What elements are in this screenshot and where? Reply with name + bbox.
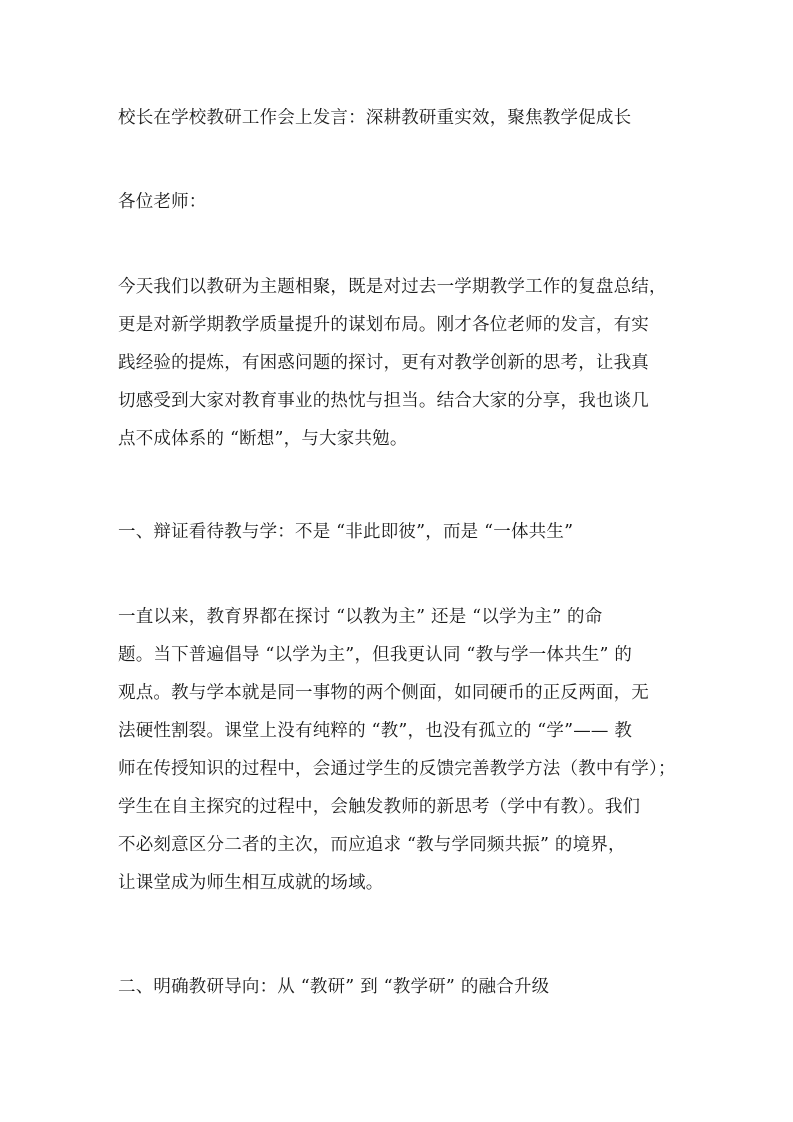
paragraph-line: 学生在自主探究的过程中，会触发教师的新思考（学中有教）。我们 <box>118 797 641 817</box>
paragraph-line: 让课堂成为师生相互成就的场域。 <box>118 873 384 893</box>
paragraph-line: 一直以来，教育界都在探讨 “以教为主” 还是 “以学为主” 的命 <box>118 607 603 627</box>
paragraph-line: 不必刻意区分二者的主次，而应追求 “教与学同频共振” 的境界， <box>118 835 626 855</box>
paragraph-line: 今天我们以教研为主题相聚，既是对过去一学期教学工作的复盘总结， <box>118 277 667 297</box>
section-heading-1: 一、辩证看待教与学：不是 “非此即彼”，而是 “一体共生” <box>118 522 574 542</box>
paragraph-line: 更是对新学期教学质量提升的谋划布局。刚才各位老师的发言，有实 <box>118 315 649 335</box>
section-heading-2: 二、明确教研导向：从 “教研” 到 “教学研” 的融合升级 <box>118 977 550 997</box>
paragraph-line: 法硬性割裂。课堂上没有纯粹的 “教”，也没有孤立的 “学”—— 教 <box>118 721 633 741</box>
paragraph-line: 切感受到大家对教育事业的热忱与担当。结合大家的分享，我也谈几 <box>118 391 649 411</box>
salutation: 各位老师： <box>118 192 207 212</box>
paragraph-line: 师在传授知识的过程中，会通过学生的反馈完善教学方法（教中有学）； <box>118 759 676 779</box>
paragraph-line: 题。当下普遍倡导 “以学为主”，但我更认同 “教与学一体共生” 的 <box>118 645 633 665</box>
paragraph-line: 点不成体系的 “断想”，与大家共勉。 <box>118 429 408 449</box>
document-title: 校长在学校教研工作会上发言：深耕教研重实效，聚焦教学促成长 <box>118 108 632 128</box>
paragraph-line: 践经验的提炼，有困惑问题的探讨，更有对教学创新的思考，让我真 <box>118 353 649 373</box>
paragraph-line: 观点。教与学本就是同一事物的两个侧面，如同硬币的正反两面，无 <box>118 683 649 703</box>
